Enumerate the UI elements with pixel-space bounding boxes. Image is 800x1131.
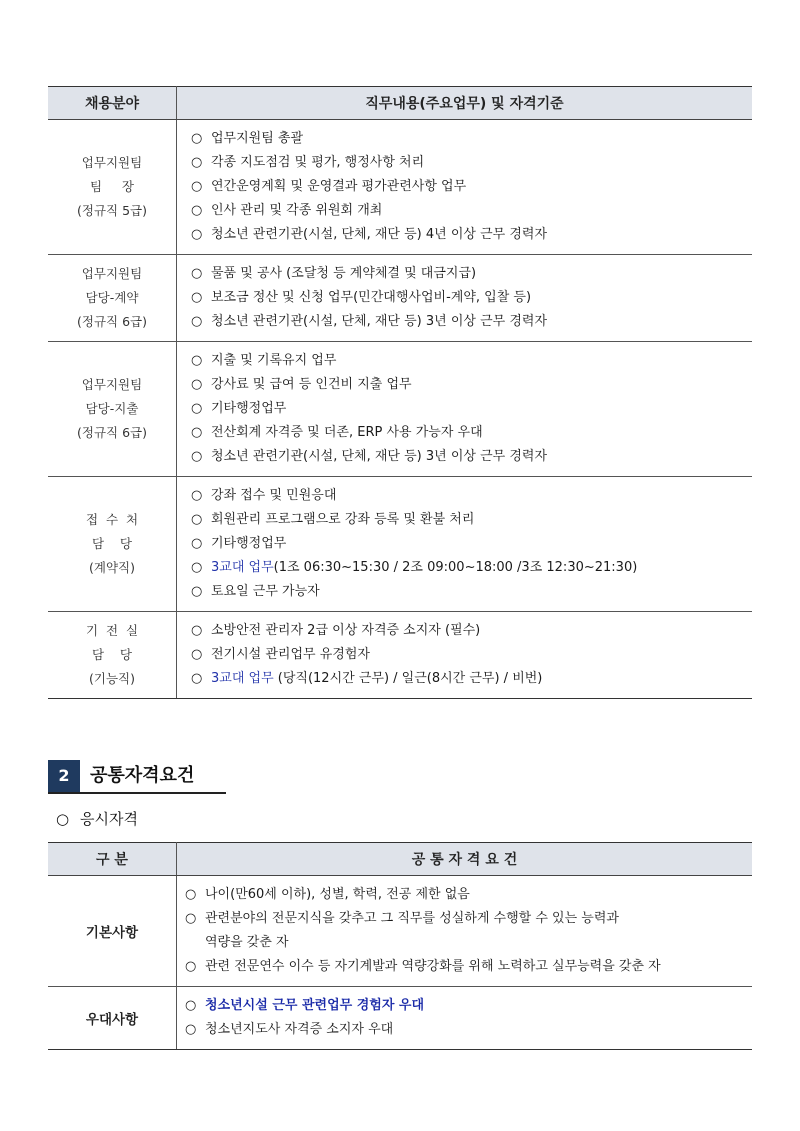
role-line: 담 당 (91, 647, 133, 662)
circle-bullet-icon: ○ (191, 401, 203, 416)
circle-bullet-icon: ○ (185, 911, 197, 926)
role-line: 담 당 (91, 536, 133, 551)
item-text: 청소년시설 근무 관련업무 경험자 우대 (205, 998, 425, 1013)
role-line: 업무지원팀 (81, 266, 143, 281)
role-line: (기능직) (89, 671, 135, 686)
role-line: (정규직 5급) (77, 203, 147, 218)
list-item (185, 883, 752, 907)
item-text: 청소년 관련기관(시설, 단체, 재단 등) 4년 이상 근무 경력자 (211, 227, 548, 242)
item-text: 관련분야의 전문지식을 갖추고 그 직무를 성실하게 수행할 수 있는 능력과 (205, 911, 619, 926)
circle-bullet-icon: ○ (185, 887, 197, 902)
circle-bullet-icon: ○ (56, 810, 70, 828)
table-row (48, 120, 752, 255)
item-text: 소방안전 관리자 2급 이상 자격증 소지자 (필수) (211, 623, 481, 638)
job-duties-table (48, 86, 752, 699)
duties-cell (177, 612, 753, 699)
table-row (48, 477, 752, 612)
circle-bullet-icon: ○ (191, 671, 203, 686)
role-cell (48, 255, 177, 342)
role-line: 업무지원팀 (81, 377, 143, 392)
circle-bullet-icon: ○ (191, 203, 203, 218)
circle-bullet-icon: ○ (191, 353, 203, 368)
item-text: 청소년지도사 자격증 소지자 우대 (205, 1022, 394, 1037)
requirements-cell (177, 987, 753, 1050)
list-item-continuation: 역량을 갖춘 자 (205, 935, 289, 950)
list-item (191, 619, 752, 643)
list-item (191, 286, 752, 310)
circle-bullet-icon: ○ (191, 584, 203, 599)
circle-bullet-icon: ○ (191, 488, 203, 503)
item-text: 연간운영계획 및 운영결과 평가관련사항 업무 (211, 179, 467, 194)
item-text: 청소년 관련기관(시설, 단체, 재단 등) 3년 이상 근무 경력자 (211, 314, 548, 329)
item-text: 청소년 관련기관(시설, 단체, 재단 등) 3년 이상 근무 경력자 (211, 449, 548, 464)
list-item (185, 955, 752, 979)
shift-times: (1조 06:30~15:30 / 2조 09:00~18:00 /3조 12:30~21:30) (273, 560, 638, 575)
circle-bullet-icon: ○ (191, 290, 203, 305)
role-line: 접 수 처 (85, 512, 139, 527)
list-item (191, 199, 752, 223)
circle-bullet-icon: ○ (191, 377, 203, 392)
circle-bullet-icon: ○ (191, 647, 203, 662)
section-title: 공통자격요건 (90, 765, 195, 786)
list-item (191, 373, 752, 397)
role-line: (정규직 6급) (77, 314, 147, 329)
common-requirements-table (48, 842, 752, 1050)
circle-bullet-icon: ○ (191, 623, 203, 638)
circle-bullet-icon: ○ (191, 425, 203, 440)
list-item (185, 994, 752, 1018)
circle-bullet-icon: ○ (191, 266, 203, 281)
list-item (185, 1018, 752, 1042)
role-line: 담당-지출 (85, 401, 139, 416)
role-cell (48, 477, 177, 612)
list-item (191, 643, 752, 667)
role-line: (계약직) (89, 560, 135, 575)
circle-bullet-icon: ○ (191, 449, 203, 464)
role-cell (48, 120, 177, 255)
list-item (191, 262, 752, 286)
table-row (48, 255, 752, 342)
item-text: 기타행정업무 (211, 401, 287, 416)
list-item (185, 907, 752, 931)
circle-bullet-icon: ○ (191, 179, 203, 194)
list-item (191, 151, 752, 175)
item-text: 물품 및 공사 (조달청 등 계약체결 및 대금지급) (211, 266, 477, 281)
table-row (48, 342, 752, 477)
duties-cell (177, 120, 753, 255)
list-item (191, 310, 752, 334)
circle-bullet-icon: ○ (191, 536, 203, 551)
subheading (56, 808, 138, 829)
item-text: 전산회계 자격증 및 더존, ERP 사용 가능자 우대 (211, 425, 483, 440)
item-text: 기타행정업무 (211, 536, 287, 551)
item-text: 토요일 근무 가능자 (211, 584, 320, 599)
item-text: 강좌 접수 및 민원응대 (211, 488, 337, 503)
preference-label: 우대사항 (48, 987, 177, 1050)
list-item (191, 223, 752, 247)
list-item (191, 580, 752, 604)
header-requirements: 공 통 자 격 요 건 (177, 843, 753, 876)
duties-cell (177, 342, 753, 477)
role-line: (정규직 6급) (77, 425, 147, 440)
list-item (191, 556, 752, 580)
role-cell (48, 342, 177, 477)
subheading-text: 응시자격 (80, 810, 138, 828)
duties-cell (177, 255, 753, 342)
circle-bullet-icon: ○ (185, 998, 197, 1013)
circle-bullet-icon: ○ (191, 227, 203, 242)
item-text: 보조금 정산 및 신청 업무(민간대행사업비-계약, 입찰 등) (211, 290, 532, 305)
role-cell (48, 612, 177, 699)
header-duties: 직무내용(주요업무) 및 자격기준 (177, 87, 753, 120)
role-line: 팀 장 (89, 179, 135, 194)
item-text: 업무지원팀 총괄 (211, 131, 304, 146)
circle-bullet-icon: ○ (191, 155, 203, 170)
section-number-badge: 2 (48, 760, 80, 792)
list-item (191, 667, 752, 691)
header-field: 채용분야 (48, 87, 177, 120)
item-text: 각종 지도점검 및 평가, 행정사항 처리 (211, 155, 425, 170)
shift-highlight: 3교대 업무 (211, 560, 274, 575)
list-item (191, 532, 752, 556)
list-item (191, 175, 752, 199)
item-text: 회원관리 프로그램으로 강좌 등록 및 환불 처리 (211, 512, 475, 527)
duties-cell (177, 477, 753, 612)
list-item (191, 421, 752, 445)
table-row (48, 612, 752, 699)
role-line: 기 전 실 (85, 623, 139, 638)
requirements-cell (177, 876, 753, 987)
list-item (191, 484, 752, 508)
role-line: 업무지원팀 (81, 155, 143, 170)
circle-bullet-icon: ○ (191, 560, 203, 575)
table-row (48, 876, 752, 987)
item-text: 관련 전문연수 이수 등 자기계발과 역량강화를 위해 노력하고 실무능력을 갖춘 자 (205, 959, 661, 974)
role-line: 담당-계약 (85, 290, 139, 305)
circle-bullet-icon: ○ (185, 1022, 197, 1037)
shift-highlight: 3교대 업무 (211, 671, 274, 686)
item-text: 지출 및 기록유지 업무 (211, 353, 337, 368)
shift-times: (당직(12시간 근무) / 일근(8시간 근무) / 비번) (273, 671, 543, 686)
table-row (48, 987, 752, 1050)
item-text: 인사 관리 및 각종 위원회 개최 (211, 203, 383, 218)
section-heading (48, 760, 226, 794)
list-item (191, 445, 752, 469)
list-item (191, 397, 752, 421)
item-text: 나이(만60세 이하), 성별, 학력, 전공 제한 없음 (205, 887, 470, 902)
circle-bullet-icon: ○ (191, 131, 203, 146)
circle-bullet-icon: ○ (191, 512, 203, 527)
list-item (191, 127, 752, 151)
list-item (191, 349, 752, 373)
circle-bullet-icon: ○ (191, 314, 203, 329)
basic-label: 기본사항 (48, 876, 177, 987)
item-text: 전기시설 관리업무 유경험자 (211, 647, 370, 662)
item-text: 강사료 및 급여 등 인건비 지출 업무 (211, 377, 412, 392)
header-category: 구 분 (48, 843, 177, 876)
list-item (191, 508, 752, 532)
circle-bullet-icon: ○ (185, 959, 197, 974)
